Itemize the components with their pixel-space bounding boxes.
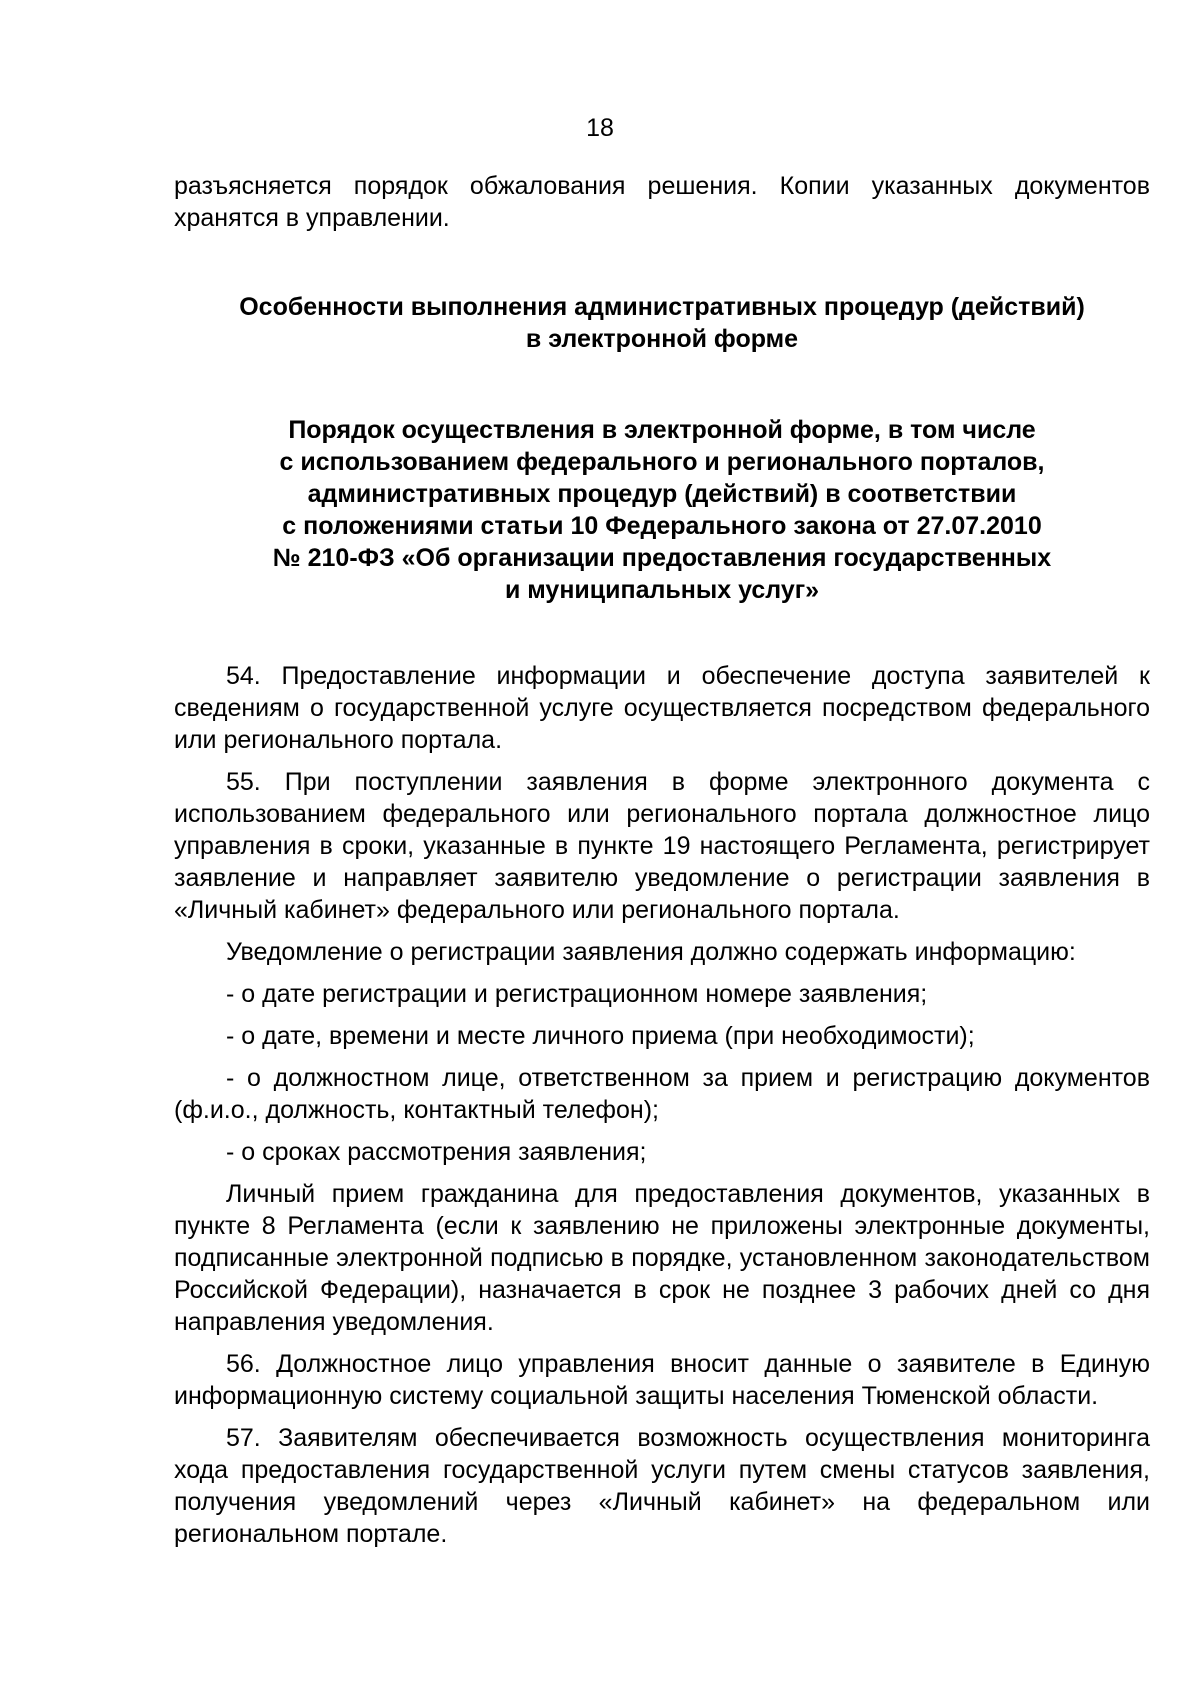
subsection-heading-line: Порядок осуществления в электронной форме, в том числе [288, 416, 1036, 444]
paragraph-55: 55. При поступлении заявления в форме электронного документа с использованием федерального или регионального портала должностное лицо управления в сроки, указанные в пункте 19 настоящего Регламента, регистрирует заявление и направляет заявителю уведомление о регистрации заявления в «Личный кабинет» федерального или регионального портала. [174, 768, 1150, 924]
subsection-heading-line: № 210-ФЗ «Об организации предоставления государственных [272, 544, 1052, 572]
subsection-heading-line: и муниципальных услуг» [504, 576, 820, 604]
subsection-heading [174, 414, 1150, 606]
paragraph-56: 56. Должностное лицо управления вносит данные о заявителе в Единую информационную систему социальной защиты населения Тюменской области. [174, 1350, 1150, 1410]
list-item: - о дате регистрации и регистрационном номере заявления; [226, 980, 928, 1008]
section-heading-line: в электронной форме [525, 325, 799, 353]
paragraph-57: 57. Заявителям обеспечивается возможность осуществления мониторинга хода предоставления государственной услуги путем смены статусов заявления, получения уведомлений через «Личный кабинет» на федеральном или региональном портале. [174, 1424, 1150, 1548]
subsection-heading-line: с использованием федерального и регионального порталов, [279, 448, 1045, 476]
list-item: - о дате, времени и месте личного приема (при необходимости); [226, 1022, 975, 1050]
list-item: - о должностном лице, ответственном за прием и регистрацию документов (ф.и.о., должность, контактный телефон); [174, 1064, 1150, 1124]
page-number: 18 [586, 114, 614, 142]
list-item: - о сроках рассмотрения заявления; [226, 1138, 647, 1166]
personal-reception-paragraph: Личный прием гражданина для предоставления документов, указанных в пункте 8 Регламента (если к заявлению не приложены электронные документы, подписанные электронной подписью в порядке, установленном законодательством Российской Федерации), назначается в срок не позднее 3 рабочих дней со дня направления уведомления. [174, 1180, 1150, 1336]
subsection-heading-line: с положениями статьи 10 Федерального закона от 27.07.2010 [282, 512, 1042, 540]
spacer [174, 606, 1150, 660]
section-heading [174, 291, 1150, 355]
paragraph-54: 54. Предоставление информации и обеспечение доступа заявителей к сведениям о государственной услуге осуществляется посредством федерального или регионального портала. [174, 662, 1150, 754]
section-heading-line: Особенности выполнения административных процедур (действий) [239, 293, 1085, 321]
document-body [174, 170, 1150, 1560]
intro-paragraph: разъясняется порядок обжалования решения. Копии указанных документов хранятся в управлении. [174, 172, 1150, 232]
notification-intro: Уведомление о регистрации заявления должно содержать информацию: [226, 938, 1076, 966]
subsection-heading-line: административных процедур (действий) в соответствии [307, 480, 1017, 508]
